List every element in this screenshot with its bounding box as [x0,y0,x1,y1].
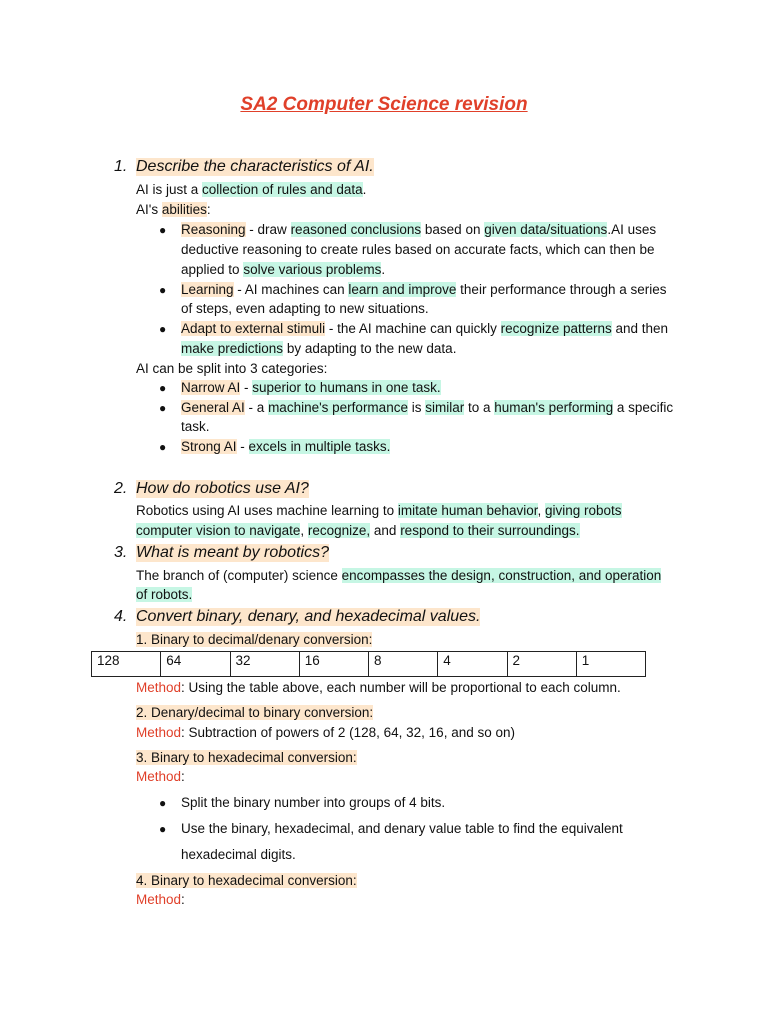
method-2-line [136,724,515,742]
bullet-dot: ● [159,822,167,836]
highlight-run: respond to their surroundings. [400,523,580,538]
highlight-run: similar [425,400,465,415]
table-cell: 4 [438,652,507,677]
text-run: , [537,503,546,518]
table-row [92,652,646,677]
highlight-run: 1. Binary to decimal/denary conversion: [136,632,373,647]
bullet-dot: ● [159,322,167,336]
text-run: - the AI machine can quickly [325,321,501,336]
question-3-number: 3. [114,544,128,561]
text-run: : Using the table above, each number will be proportional to each column. [181,680,621,695]
highlight-run: recognize patterns [500,321,612,336]
term-run: Learning [181,282,234,297]
text-run: - [240,380,253,395]
text-run: . [362,182,367,197]
bullet-dot: ● [159,381,167,395]
general-ai-line-1 [181,399,673,417]
text-run: and then [611,321,669,336]
highlight-run: make predictions [181,341,284,356]
highlight-run: encompasses the design, construction, and operation [341,568,662,583]
reasoning-line-3 [181,261,385,279]
text-run: - [236,439,249,454]
text-run: - a [244,400,269,415]
highlight-run: machine's performance [268,400,408,415]
method-1-line [136,679,621,697]
text-run: The branch of (computer) science [136,568,342,583]
hex-step-1: Split the binary number into groups of 4 bits. [181,795,446,810]
highlight-run: 3. Binary to hexadecimal conversion: [136,750,357,765]
bullet-dot: ● [159,796,167,810]
question-4-number: 4. [114,608,128,625]
table-cell: 16 [299,652,368,677]
text-run: : [206,202,211,217]
highlight-run: solve various problems [243,262,382,277]
ai-abilities-line [136,201,211,219]
hex-step-2-line-1: Use the binary, hexadecimal, and denary value table to find the equivalent [181,821,623,836]
question-2-number: 2. [114,480,128,497]
text-run: a specific [613,400,674,415]
text-run: and [370,523,401,538]
highlight-run: collection of rules and data [202,182,363,197]
highlight-run: computer vision to navigate [136,523,301,538]
text-run: AI is just a [136,182,203,197]
table-cell: 64 [161,652,230,677]
question-4-heading: Convert binary, denary, and hexadecimal values. [136,608,481,625]
robotics-definition-line-2 [136,586,192,604]
bullet-dot: ● [159,223,167,237]
subheading-binary-to-hex-2 [136,872,357,890]
text-run: .AI uses [607,222,657,237]
highlight-run: human's performing [494,400,614,415]
text-run: : Subtraction of powers of 2 (128, 64, 32, 16, and so on) [181,725,515,740]
table-cell: 128 [92,652,161,677]
highlight-run: imitate human behavior [397,503,538,518]
text-run: applied to [181,262,244,277]
adapt-line-2 [181,340,456,358]
highlight-run: learn and improve [348,282,457,297]
learning-line-2: of steps, even adapting to new situations. [181,301,429,316]
term-run: Adapt to external stimuli [181,321,326,336]
page-title: SA2 Computer Science revision [240,94,528,115]
highlight-run: 4. Binary to hexadecimal conversion: [136,873,357,888]
highlight-run: 2. Denary/decimal to binary conversion: [136,705,374,720]
text-run: to a [464,400,495,415]
general-ai-line-2: task. [181,419,210,434]
highlight-run: of robots. [136,587,193,602]
question-1-number: 1. [114,158,128,175]
method-label: Method [136,680,182,695]
text-run: . [381,262,386,277]
method-4-line [136,891,185,909]
robotics-definition-line-1 [136,567,661,585]
adapt-line-1 [181,320,668,338]
text-run: by adapting to the new data. [283,341,457,356]
method-label: Method [136,769,182,784]
term-run: Narrow AI [181,380,241,395]
robotics-line-2 [136,522,580,540]
bullet-dot: ● [159,401,167,415]
term-run: General AI [181,400,245,415]
learning-line-1 [181,281,667,299]
place-value-table [91,651,646,677]
method-label: Method [136,725,182,740]
subheading-binary-to-denary [136,631,372,649]
highlight-run: given data/situations [484,222,608,237]
table-cell: 32 [230,652,299,677]
highlight-run: recognize, [307,523,371,538]
table-cell: 8 [369,652,438,677]
question-3-heading: What is meant by robotics? [136,544,329,561]
method-label: Method [136,892,182,907]
narrow-ai-line [181,379,441,397]
highlight-run: superior to humans in one task. [252,380,441,395]
text-run: : [181,769,185,784]
text-run: Robotics using AI uses machine learning to [136,503,398,518]
text-run: : [181,892,185,907]
text-run: AI's [136,202,162,217]
reasoning-line-2: deductive reasoning to create rules based on accurate facts, which can then be [181,242,655,257]
ai-intro-line [136,181,366,199]
highlight-run: abilities [161,202,207,217]
question-2-heading: How do robotics use AI? [136,480,309,497]
hex-step-2-line-2: hexadecimal digits. [181,847,296,862]
text-run: their performance through a series [456,282,667,297]
text-run: , [300,523,308,538]
subheading-denary-to-binary [136,704,373,722]
highlight-run: reasoned conclusions [290,222,422,237]
highlight-run: giving robots [545,503,622,518]
bullet-dot: ● [159,283,167,297]
text-run: based on [421,222,485,237]
term-run: Strong AI [181,439,237,454]
strong-ai-line [181,438,390,456]
text-run: - draw [245,222,291,237]
ai-categories-line: AI can be split into 3 categories: [136,361,328,376]
highlight-run: excels in multiple tasks. [248,439,391,454]
text-run: is [407,400,426,415]
table-cell: 1 [576,652,645,677]
table-cell: 2 [507,652,576,677]
robotics-line-1 [136,502,622,520]
subheading-binary-to-hex [136,749,357,767]
text-run: - AI machines can [233,282,349,297]
bullet-dot: ● [159,440,167,454]
question-1-heading: Describe the characteristics of AI. [136,158,374,175]
term-run: Reasoning [181,222,246,237]
reasoning-line-1 [181,221,656,239]
method-3-line [136,768,185,786]
